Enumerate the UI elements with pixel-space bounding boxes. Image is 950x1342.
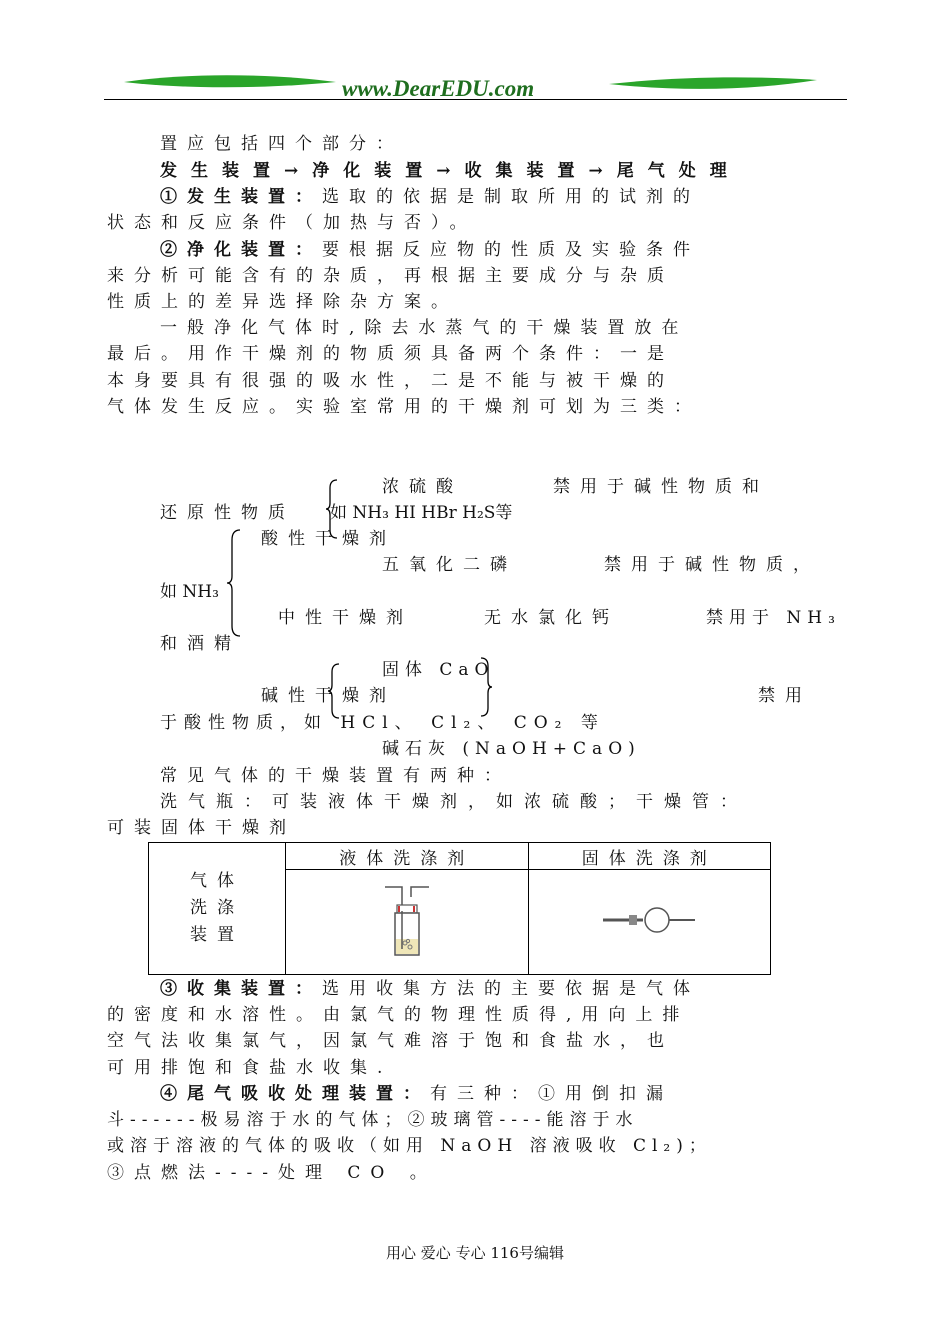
dryer-acidic: 酸性干燥剂: [261, 529, 396, 549]
dryer-neutral: 中性干燥剂: [278, 608, 413, 628]
dryer-cao: 固体 CaO: [382, 660, 495, 680]
tail-line-4: ③点燃法----处理 CO 。: [107, 1163, 437, 1183]
dryer-reducing: 还原性物质: [160, 503, 295, 523]
section-tail-title: ④尾气吸收处理装置：: [160, 1084, 430, 1104]
dryer-conc-h2so4-note: 禁用于碱性物质和: [553, 477, 769, 497]
site-logo[interactable]: www.DearEDU.com: [342, 76, 535, 101]
dryer-sodalime: 碱石灰 (NaOH+CaO): [382, 739, 641, 759]
row-label-cell: [149, 843, 286, 975]
line-9: 最后。用作干燥剂的物质须具备两个条件：一是: [107, 344, 674, 364]
right-swoosh-icon: [609, 77, 817, 89]
line-2-flow: 发生装置→净化装置→收集装置→尾气处理: [160, 161, 741, 181]
section-generation-title: ①发生装置：: [160, 187, 322, 207]
tail-line-1-text: 有三种：①用倒扣漏: [430, 1084, 673, 1104]
section-collection-title: ③收集装置：: [160, 979, 322, 999]
line-3-text: 选取的依据是制取所用的试剂的: [322, 187, 700, 207]
tail-line-1: [160, 1086, 673, 1103]
dryer-p2o5: 五氧化二磷: [382, 555, 517, 575]
line-1: 置应包括四个部分：: [160, 134, 403, 154]
header-rule: [104, 99, 847, 100]
drying-tube-icon: [599, 902, 699, 938]
collection-line-1: [160, 981, 700, 998]
row-label-2: 洗涤: [190, 898, 244, 918]
line-7: 性质上的差异选择除杂方案。: [107, 292, 458, 312]
devices-line-2: 可装固体干燥剂: [107, 818, 296, 838]
dryer-cacl2: 无水氯化钙: [484, 608, 619, 628]
row-label-1: 气体: [190, 871, 244, 891]
line-5: [160, 242, 700, 259]
dryer-p2o5-example: 如 NH₃: [160, 582, 219, 602]
tail-line-3: 或溶于溶液的气体的吸收（如用 NaOH 溶液吸收 Cl₂)；: [107, 1136, 712, 1156]
collection-line-3: 空气法收集氯气，因氯气难溶于饱和食盐水，也: [107, 1031, 674, 1051]
brace-classes: [226, 528, 242, 638]
page-footer: 用心 爱心 专心 116号编辑: [386, 1244, 564, 1262]
brace-basic-right: [479, 656, 493, 718]
brace-basic-left: [327, 662, 341, 720]
header-solid: 固体洗涤剂: [528, 843, 771, 870]
dryer-cacl2-note: 禁用于 NH₃: [706, 608, 841, 628]
dryer-reducing-example: 如 NH₃ HI HBr H₂S等: [330, 503, 513, 523]
line-3: [160, 189, 700, 206]
header-liquid: 液体洗涤剂: [286, 843, 529, 870]
dryer-basic-note-2: 于酸性物质，如 HCl、 Cl₂、 CO₂ 等: [160, 713, 605, 733]
dryer-basic-note: 禁用: [758, 686, 812, 706]
line-5-text: 要根据反应物的性质及实验条件: [322, 240, 700, 260]
line-11: 气体发生反应。实验室常用的干燥剂可划为三类：: [107, 397, 701, 417]
dryer-p2o5-note: 禁用于碱性物质，: [604, 555, 820, 575]
tail-line-2: 斗------极易溶于水的气体；②玻璃管----能溶于水: [107, 1110, 639, 1130]
line-10: 本身要具有很强的吸水性，二是不能与被干燥的: [107, 371, 674, 391]
liquid-device-cell: [286, 870, 529, 975]
collection-line-1-text: 选用收集方法的主要依据是气体: [322, 979, 700, 999]
left-swoosh-icon: [124, 75, 336, 87]
line-6: 来分析可能含有的杂质，再根据主要成分与杂质: [107, 266, 674, 286]
solid-device-cell: [528, 870, 771, 975]
devices-intro: 常见气体的干燥装置有两种：: [160, 766, 511, 786]
brace-h2so4: [325, 478, 339, 540]
section-purify-title: ②净化装置：: [160, 240, 322, 260]
collection-line-4: 可用排饱和食盐水收集.: [107, 1058, 393, 1078]
dryer-cacl2-note-2: 和酒精: [160, 634, 241, 654]
devices-line-1: 洗气瓶：可装液体干燥剂，如浓硫酸；干燥管：: [160, 792, 748, 812]
dryer-conc-h2so4: 浓硫酸: [382, 477, 463, 497]
collection-line-2: 的密度和水溶性。由氯气的物理性质得,用向上排: [107, 1005, 690, 1025]
dryer-basic: 碱性干燥剂: [261, 686, 396, 706]
gas-wash-bottle-icon: [377, 881, 437, 959]
washing-device-table: [148, 842, 771, 975]
line-8: 一般净化气体时,除去水蒸气的干燥装置放在: [160, 318, 689, 338]
line-4: 状态和反应条件（加热与否）。: [107, 213, 477, 233]
row-label-3: 装置: [190, 925, 244, 945]
